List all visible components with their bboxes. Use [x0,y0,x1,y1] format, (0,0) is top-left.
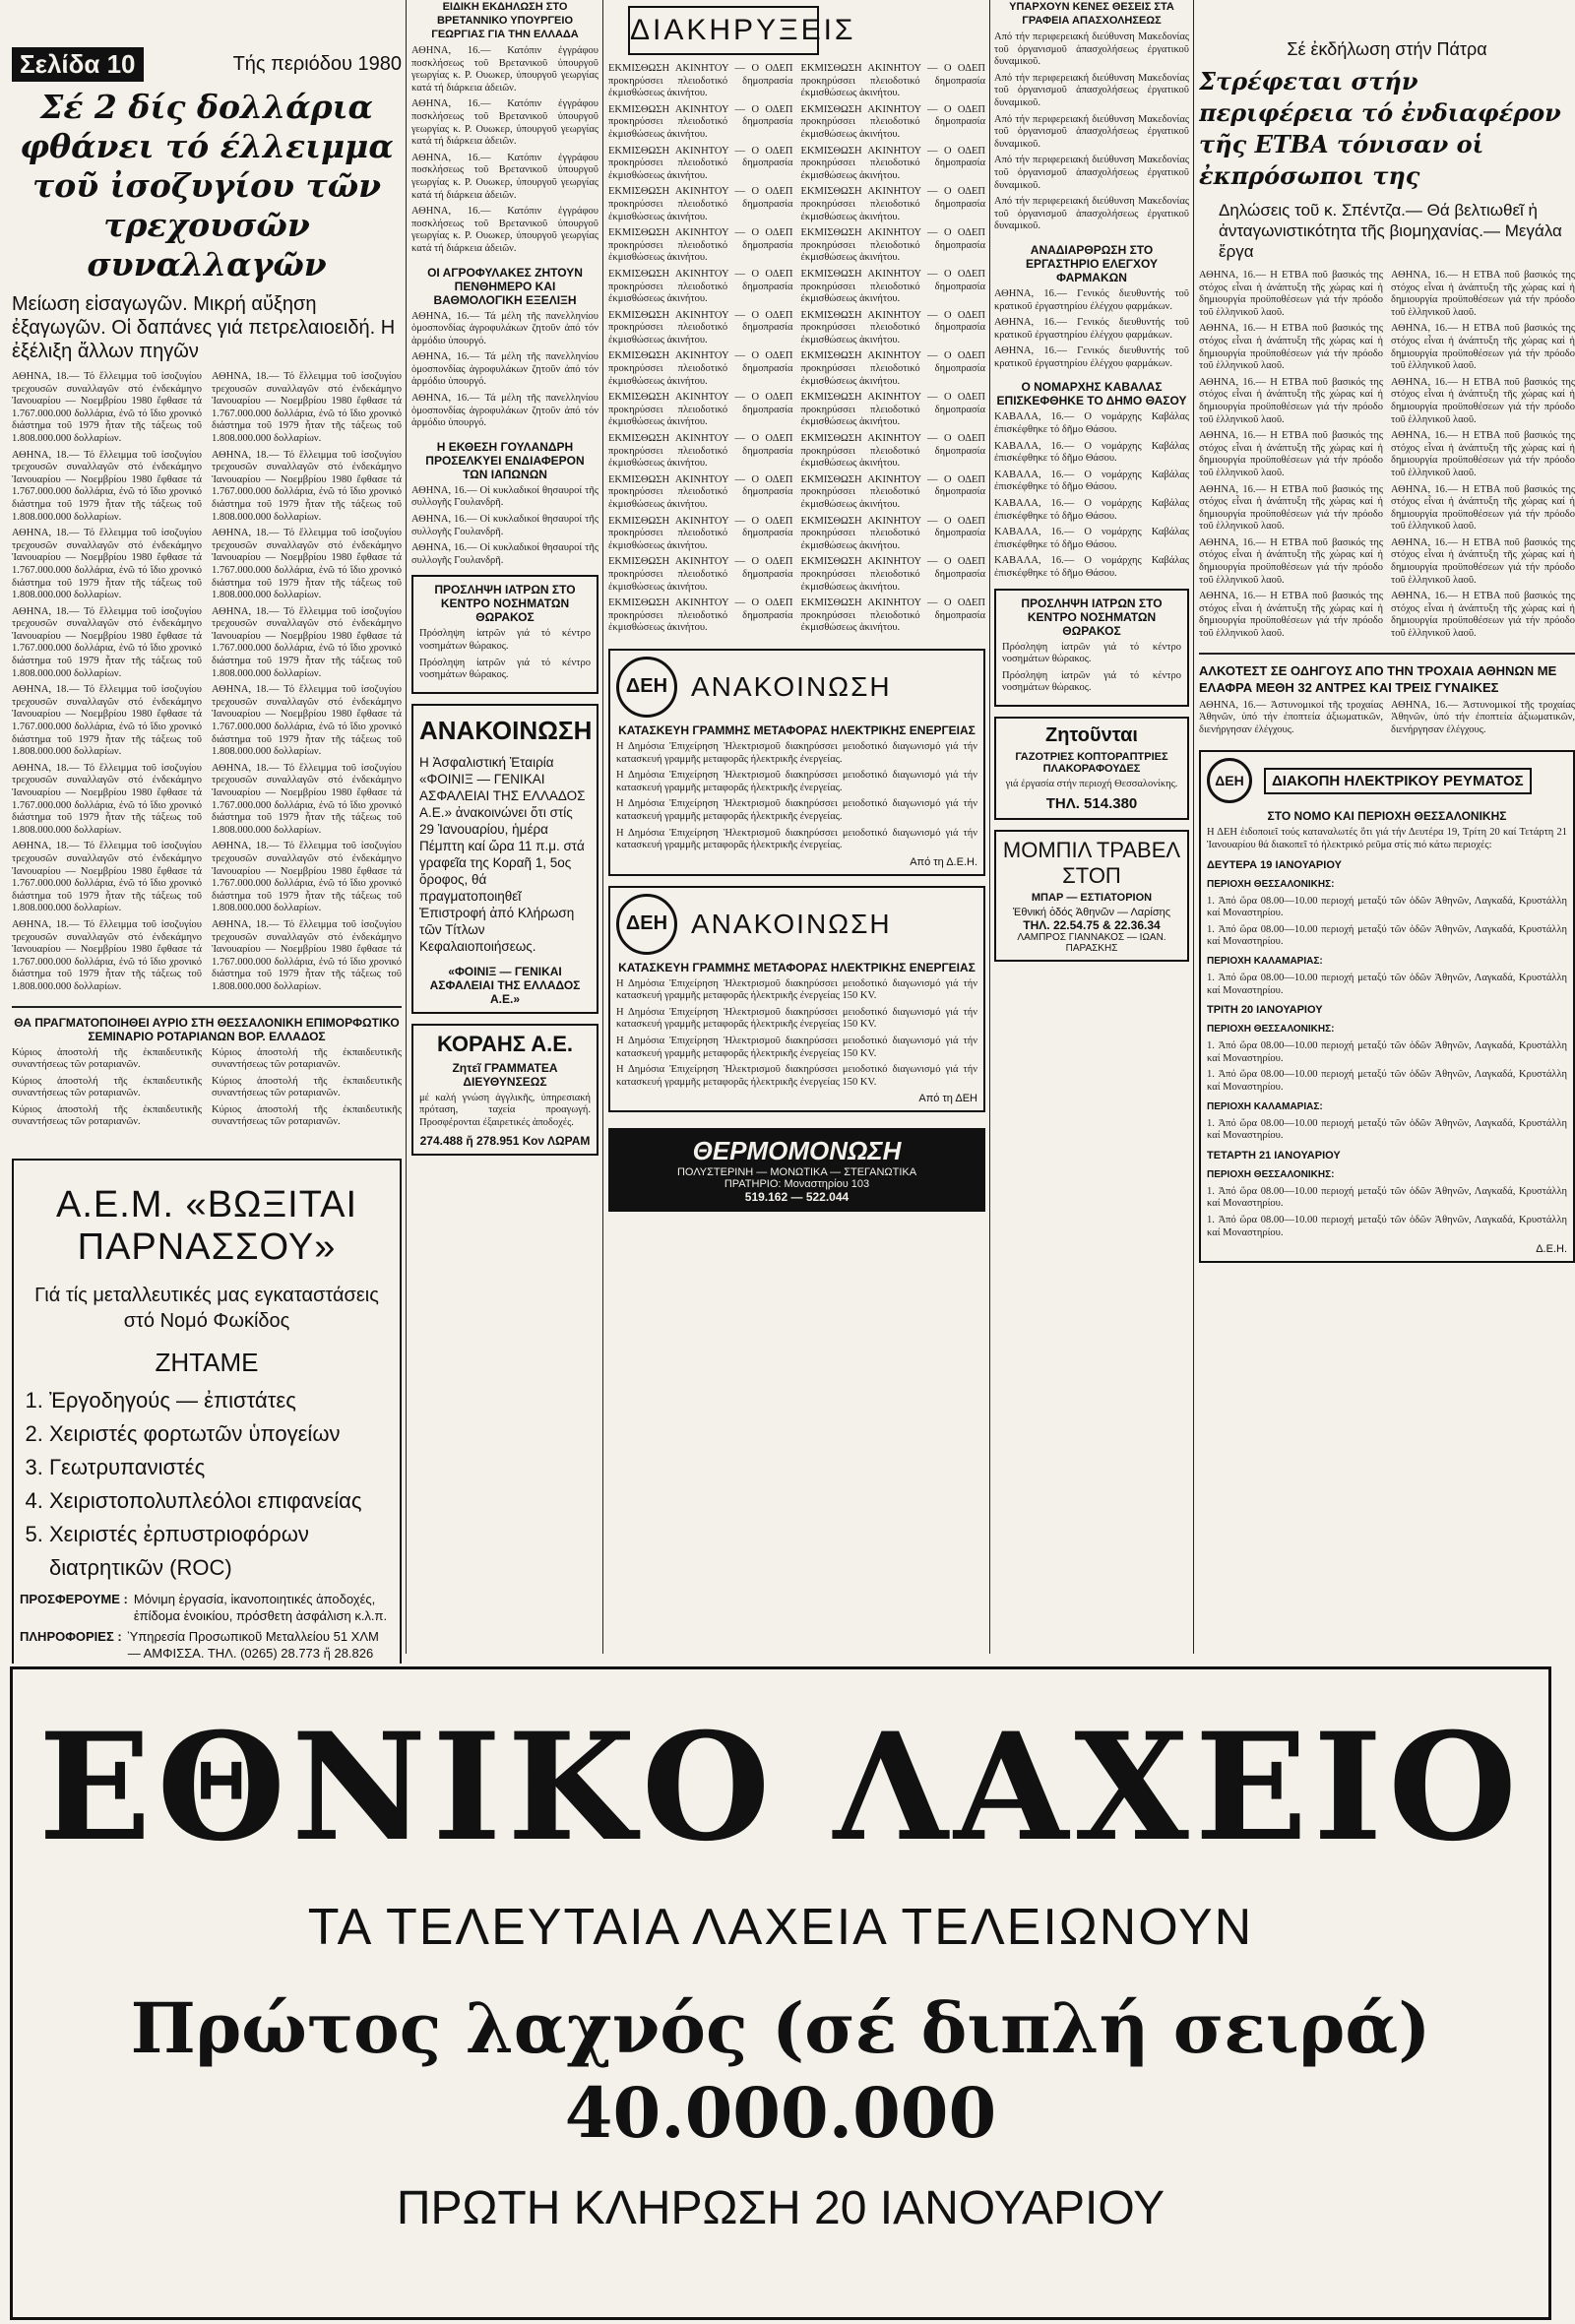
deh2-title: ΑΝΑΚΟΙΝΩΣΗ [691,908,892,939]
koraes-body: μέ καλή γνώση ἀγγλικῆς, ὑπηρεσιακή πρόταση, ταχεία προαγωγή. Προσφέρονται ἐξαιρετικές ἀποδοχές. [419,1092,591,1128]
pharmacies-lead: ΑΘΗΝΑ, 16.— Γενικός διευθυντής τοῦ κρατικοῦ ἐργαστηρίου ἐλέγχου φαρμάκων. [994,287,1189,312]
thermo-phone: 519.162 — 522.044 [744,1190,850,1205]
diakirykseis-lead: ΕΚΜΙΣΘΩΣΗ ΑΚΙΝΗΤΟΥ — Ο ΟΔΕΠ προκηρύσσει πλειοδοτικό δημοπρασία ἐκμισθώσεως ἀκινήτου. [800,145,985,181]
power-cut-line: 1. Ἀπό ὥρα 08.00—10.00 περιοχή μεταξύ τῶν ὁδῶν Ἀθηνῶν, Λαγκαδά, Κρυστάλλη καί Μοναστηρίου. [1207,1117,1567,1142]
aem-job: 2. Χειριστές φορτωτῶν ὑπογείων [49,1417,394,1451]
power-cut-line: 1. Ἀπό ὥρα 08.00—10.00 περιοχή μεταξύ τῶν ὁδῶν Ἀθηνῶν, Λαγκαδά, Κρυστάλλη καί Μοναστηρίου. [1207,1214,1567,1238]
aem-job: 1. Ἐργοδηγούς — ἐπιστάτες [49,1384,394,1417]
aem-info-text: Ὑπηρεσία Προσωπικοῦ Μεταλλείου 51 ΧΛΜ — ΑΜΦΙΣΣΑ. ΤΗΛ. (0265) 28.773 ἤ 28.826 [127,1629,379,1662]
diakirykseis-lead: ΕΚΜΙΣΘΩΣΗ ΑΚΙΝΗΤΟΥ — Ο ΟΔΕΠ προκηρύσσει πλειοδοτικό δημοπρασία ἐκμισθώσεως ἀκινήτου. [800,597,985,634]
divider [12,1006,402,1008]
mobil-title: ΜΟΜΠΙΛ ΤΡΑΒΕΛ ΣΤΟΠ [1002,837,1181,888]
patra-lead: ΑΘΗΝΑ, 16.— Η ΕΤΒΑ ποῦ βασικός της στόχος εἶναι ἡ ἀνάπτυξη τῆς χώρας καί ἡ δημιουργία προϋποθέσεων γιά τήν πρόοδο τοῦ ἑλληνικοῦ λαοῦ. [1199,376,1383,425]
diakirykseis-lead: ΕΚΜΙΣΘΩΣΗ ΑΚΙΝΗΤΟΥ — Ο ΟΔΕΠ προκηρύσσει πλειοδοτικό δημοπρασία ἐκμισθώσεως ἀκινήτου. [608,433,793,470]
accidents-lead: ΑΘΗΝΑ, 16.— Ἀστυνομικοί τῆς τροχαίας Ἀθηνῶν, ὑπό τήν ἐποπτεία ἀξιωματικῶν, διενήργησαν ἐλέγχους. [1199,699,1383,735]
power-cut-intro: Η ΔΕΗ ἐιδοποιεῖ τούς καταναλωτές ὅτι γιά τήν Δευτέρα 19, Τρίτη 20 καί Τετάρτη 21 Ἰανουαρίου θά διακοπεῖ τό ἠλεκτρικό ρεῦμα στίς πιό κάτω περιοχές: [1207,827,1567,850]
aem-info-label: ΠΛΗΡΟΦΟΡΙΕΣ : [20,1629,122,1645]
deh2-sub: ΚΑΤΑΣΚΕΥΗ ΓΡΑΜΜΗΣ ΜΕΤΑΦΟΡΑΣ ΗΛΕΚΤΡΙΚΗΣ ΕΝΕΡΓΕΙΑΣ [618,960,976,974]
diakirykseis-lead: ΕΚΜΙΣΘΩΣΗ ΑΚΙΝΗΤΟΥ — Ο ΟΔΕΠ προκηρύσσει πλειοδοτικό δημοπρασία ἐκμισθώσεως ἀκινήτου. [800,473,985,510]
mobil-sub: ΜΠΑΡ — ΕΣΤΙΑΤΟΡΙΟΝ [1031,891,1153,904]
power-cut-line: 1. Ἀπό ὥρα 08.00—10.00 περιοχή μεταξύ τῶν ὁδῶν Ἀθηνῶν, Λαγκαδά, Κρυστάλλη καί Μοναστηρίου. [1207,972,1567,996]
phoenix-ad [411,704,598,1014]
rotary-lead: Κύριος ἀποστολή τῆς ἐκπαιδευτικῆς συναντήσεως τῶν ροταριανῶν. [12,1103,202,1128]
diakirykseis-lead: ΕΚΜΙΣΘΩΣΗ ΑΚΙΝΗΤΟΥ — Ο ΟΔΕΠ προκηρύσσει πλειοδοτικό δημοπρασία ἐκμισθώσεως ἀκινήτου. [608,227,793,264]
main-lead: ΑΘΗΝΑ, 18.— Τό ἔλλειμμα τοῦ ἰσοζυγίου τρεχουσῶν συναλλαγῶν στό ἐνδεκάμηνο Ἰανουαρίου — Νοεμβρίου 1980 ἔφθασε τά 1.767.000.000 δολλάρια, ἐνῶ τό ἴδιο χρονικό διάστημα τοῦ 1979 ἦταν τῆς τάξεως τοῦ 1.808.000.000 δολλαρίων. [12,528,202,601]
farmers-lead: ΑΘΗΝΑ, 16.— Τά μέλη τῆς πανελληνίου ὁμοσπονδίας ἀγροφυλάκων ζητοῦν ἀπό τόν ἁρμόδιο ὑπουργό. [411,351,598,388]
main-lead: ΑΘΗΝΑ, 18.— Τό ἔλλειμμα τοῦ ἰσοζυγίου τρεχουσῶν συναλλαγῶν στό ἐνδεκάμηνο Ἰανουαρίου — Νοεμβρίου 1980 ἔφθασε τά 1.767.000.000 δολλάρια, ἐνῶ τό ἴδιο χρονικό διάστημα τοῦ 1979 ἦταν τῆς τάξεως τοῦ 1.808.000.000 δολλαρίων. [12,449,202,523]
diakirykseis-lead: ΕΚΜΙΣΘΩΣΗ ΑΚΙΝΗΤΟΥ — Ο ΟΔΕΠ προκηρύσσει πλειοδοτικό δημοπρασία ἐκμισθώσεως ἀκινήτου. [608,473,793,510]
mobil-owners: ΛΑΜΠΡΟΣ ΓΙΑΝΝΑΚΟΣ — ΙΩΑΝ. ΠΑΡΑΣΚΗΣ [1017,931,1166,954]
main-lead: ΑΘΗΝΑ, 18.— Τό ἔλλειμμα τοῦ ἰσοζυγίου τρεχουσῶν συναλλαγῶν στό ἐνδεκάμηνο Ἰανουαρίου — Νοεμβρίου 1980 ἔφθασε τά 1.767.000.000 δολλάρια, ἐνῶ τό ἴδιο χρονικό διάστημα τοῦ 1979 ἦταν τῆς τάξεως τοῦ 1.808.000.000 δολλαρίων. [212,371,402,444]
deh2-body: Η Δημόσια Ἐπιχείρηση Ἠλεκτρισμοῦ διακηρύσσει μειοδοτικό διαγωνισμό γιά τήν κατασκευή γραμμῆς μεταφορᾶς ἠλεκτρικῆς ἐνεργείας 150 ΚV. [616,977,977,1002]
diakirykseis-lead: ΕΚΜΙΣΘΩΣΗ ΑΚΙΝΗΤΟΥ — Ο ΟΔΕΠ προκηρύσσει πλειοδοτικό δημοπρασία ἐκμισθώσεως ἀκινήτου. [800,433,985,470]
patra-lead: ΑΘΗΝΑ, 16.— Η ΕΤΒΑ ποῦ βασικός της στόχος εἶναι ἡ ἀνάπτυξη τῆς χώρας καί ἡ δημιουργία προϋποθέσεων γιά τήν πρόοδο τοῦ ἑλληνικοῦ λαοῦ. [1391,536,1575,586]
japanese-lead: ΑΘΗΝΑ, 16.— Οἱ κυκλαδικοί θησαυροί τῆς συλλογῆς Γουλανδρῆ. [411,514,598,537]
kavala-lead: ΚΑΒΑΛΑ, 16.— Ο νομάρχης Καβάλας ἐπισκέφθηκε τό δῆμο Θάσου. [994,469,1189,493]
deh2-body: Η Δημόσια Ἐπιχείρηση Ἠλεκτρισμοῦ διακηρύσσει μειοδοτικό διαγωνισμό γιά τήν κατασκευή γραμμῆς μεταφορᾶς ἠλεκτρικῆς ἐνεργείας 150 ΚV. [616,1064,977,1088]
main-lead: ΑΘΗΝΑ, 18.— Τό ἔλλειμμα τοῦ ἰσοζυγίου τρεχουσῶν συναλλαγῶν στό ἐνδεκάμηνο Ἰανουαρίου — Νοεμβρίου 1980 ἔφθασε τά 1.767.000.000 δολλάρια, ἐνῶ τό ἴδιο χρονικό διάστημα τοῦ 1979 ἦταν τῆς τάξεως τοῦ 1.808.000.000 δολλαρίων. [212,918,402,992]
aem-job: 5. Χειριστές ἐρπυστριοφόρων διατρητικῶν (ROC) [49,1518,394,1585]
lottery-prize: Πρώτος λαχνός (σέ διπλή σειρά) 40.000.000 [130,1987,1431,2154]
kavala-lead: ΚΑΒΑΛΑ, 16.— Ο νομάρχης Καβάλας ἐπισκέφθηκε τό δῆμο Θάσου. [994,440,1189,465]
main-lead: ΑΘΗΝΑ, 18.— Τό ἔλλειμμα τοῦ ἰσοζυγίου τρεχουσῶν συναλλαγῶν στό ἐνδεκάμηνο Ἰανουαρίου — Νοεμβρίου 1980 ἔφθασε τά 1.767.000.000 δολλάρια, ἐνῶ τό ἴδιο χρονικό διάστημα τοῦ 1979 ἦταν τῆς τάξεως τοῦ 1.808.000.000 δολλαρίων. [212,684,402,758]
koraes-phone: 274.488 ἤ 278.951 Κον ΛΩΡΑΜ [419,1133,591,1148]
power-cut-sub: ΣΤΟ ΝΟΜΟ ΚΑΙ ΠΕΡΙΟΧΗ ΘΕΣΣΑΛΟΝΙΚΗΣ [1267,809,1507,824]
deh-logo-icon: ΔΕΗ [1207,758,1252,803]
mobil-phone: ΤΗΛ. 22.54.75 & 22.36.34 [1023,917,1161,932]
power-cut-day: ΤΡΙΤΗ 20 ΙΑΝΟΥΑΡΙΟΥ [1207,1004,1323,1017]
phoenix-body: Η Ἀσφαλιστική Ἑταιρία «ΦΟΙΝΙΞ — ΓΕΝΙΚΑΙ ΑΣΦΑΛΕΙΑΙ ΤΗΣ ΕΛΛΑΔΟΣ Α.Ε.» ἀνακοινώνει ὅτι στίς 29 Ἰανουαρίου, ἡμέρα Πέμπτη καί ὥρα 11 π.μ. στά γραφεῖα της Κοραῆ 1, 5ος ὄροφος, θά πραγματοποιηθεῖ Ἐπιστροφή ἀπό Κλήρωση τῶν Τίτλων Κεφαλαιοποιήσεως. [419,754,586,954]
divider [1199,653,1575,655]
deh-logo-icon: ΔΕΗ [616,894,677,955]
patra-lead: ΑΘΗΝΑ, 16.— Η ΕΤΒΑ ποῦ βασικός της στόχος εἶναι ἡ ἀνάπτυξη τῆς χώρας καί ἡ δημιουργία προϋποθέσεων γιά τήν πρόοδο τοῦ ἑλληνικοῦ λαοῦ. [1199,270,1383,318]
column-5 [1199,0,1575,1664]
diakirykseis-lead: ΕΚΜΙΣΘΩΣΗ ΑΚΙΝΗΤΟΥ — Ο ΟΔΕΠ προκηρύσσει πλειοδοτικό δημοπρασία ἐκμισθώσεως ἀκινήτου. [608,145,793,181]
column-2 [411,0,598,1664]
patra-lead: ΑΘΗΝΑ, 16.— Η ΕΤΒΑ ποῦ βασικός της στόχος εἶναι ἡ ἀνάπτυξη τῆς χώρας καί ἡ δημιουργία προϋποθέσεων γιά τήν πρόοδο τοῦ ἑλληνικοῦ λαοῦ. [1391,376,1575,425]
rotary-lead: Κύριος ἀποστολή τῆς ἐκπαιδευτικῆς συναντήσεως τῶν ροταριανῶν. [12,1075,202,1099]
diakirykseis-title: ΔΙΑΚΗΡΥΞΕΙΣ [628,6,819,55]
farmers-headline: ΟΙ ΑΓΡΟΦΥΛΑΚΕΣ ΖΗΤΟΥΝ ΠΕΝΘΗΜΕΡΟ ΚΑΙ ΒΑΘΜΟΛΟΓΙΚΗ ΕΞΕΛΙΞΗ [427,265,583,307]
aem-zitame: ΖΗΤΑΜΕ [155,1348,259,1378]
diakirykseis-lead: ΕΚΜΙΣΘΩΣΗ ΑΚΙΝΗΤΟΥ — Ο ΟΔΕΠ προκηρύσσει πλειοδοτικό δημοπρασία ἐκμισθώσεως ἀκινήτου. [800,309,985,345]
deh1-body: Η Δημόσια Ἐπιχείρηση Ἠλεκτρισμοῦ διακηρύσσει μειοδοτικό διαγωνισμό γιά τήν κατασκευή γραμμῆς μεταφορᾶς ἠλεκτρικῆς ἐνεργείας. [616,740,977,765]
page-label: Σελίδα 10 [12,47,144,82]
column-4 [994,0,1189,1664]
patra-kicker: Σέ ἐκδήλωση στήν Πάτρα [1287,39,1487,59]
kavala-lead: ΚΑΒΑΛΑ, 16.— Ο νομάρχης Καβάλας ἐπισκέφθηκε τό δῆμο Θάσου. [994,411,1189,436]
patra-lead: ΑΘΗΝΑ, 16.— Η ΕΤΒΑ ποῦ βασικός της στόχος εἶναι ἡ ἀνάπτυξη τῆς χώρας καί ἡ δημιουργία προϋποθέσεων γιά τήν πρόοδο τοῦ ἑλληνικοῦ λαοῦ. [1199,483,1383,533]
pharmacies-headline: ΑΝΑΔΙΑΡΘΡΩΣΗ ΣΤΟ ΕΡΓΑΣΤΗΡΙΟ ΕΛΕΓΧΟΥ ΦΑΡΜΑΚΩΝ [1025,242,1158,284]
power-cut-region: ΠΕΡΙΟΧΗ ΘΕΣΣΑΛΟΝΙΚΗΣ: [1207,1168,1335,1180]
vacancies-headline: ΥΠΑΡΧΟΥΝ ΚΕΝΕΣ ΘΕΣΕΙΣ ΣΤΑ ΓΡΑΦΕΙΑ ΑΠΑΣΧΟΛΗΣΕΩΣ [1009,1,1174,27]
patra-lead: ΑΘΗΝΑ, 16.— Η ΕΤΒΑ ποῦ βασικός της στόχος εἶναι ἡ ἀνάπτυξη τῆς χώρας καί ἡ δημιουργία προϋποθέσεων γιά τήν πρόοδο τοῦ ἑλληνικοῦ λαοῦ. [1391,323,1575,372]
patra-lead: ΑΘΗΝΑ, 16.— Η ΕΤΒΑ ποῦ βασικός της στόχος εἶναι ἡ ἀνάπτυξη τῆς χώρας καί ἡ δημιουργία προϋποθέσεων γιά τήν πρόοδο τοῦ ἑλληνικοῦ λαοῦ. [1391,270,1575,318]
vacancies-lead: Από τήν περιφερειακή διεύθυνση Μακεδονίας τοῦ ὀργανισμοῦ ἀπασχολήσεως ἐργατικοῦ δυναμικοῦ. [994,155,1189,191]
japanese-headline: Η ΕΚΘΕΣΗ ΓΟΥΛΑΝΔΡΗ ΠΡΟΣΕΛΚΥΕΙ ΕΝΔΙΑΦΕΡΟΝ ΤΩΝ ΙΑΠΩΝΩΝ [425,439,585,481]
vacancies-lead: Από τήν περιφερειακή διεύθυνση Μακεδονίας τοῦ ὀργανισμοῦ ἀπασχολήσεως ἐργατικοῦ δυναμικοῦ. [994,113,1189,150]
main-lead: ΑΘΗΝΑ, 18.— Τό ἔλλειμμα τοῦ ἰσοζυγίου τρεχουσῶν συναλλαγῶν στό ἐνδεκάμηνο Ἰανουαρίου — Νοεμβρίου 1980 ἔφθασε τά 1.767.000.000 δολλάρια, ἐνῶ τό ἴδιο χρονικό διάστημα τοῦ 1979 ἦταν τῆς τάξεως τοῦ 1.808.000.000 δολλαρίων. [212,449,402,523]
page-header [12,47,402,82]
power-cut-day: ΤΕΤΑΡΤΗ 21 ΙΑΝΟΥΑΡΙΟΥ [1207,1149,1341,1162]
patra-deck: Δηλώσεις τοῦ κ. Σπέντζα.— Θά βελτιωθεῖ ἡ ἀνταγωνιστικότητα τῆς βιομηχανίας.— Μεγάλα ἔργα [1219,201,1562,261]
patra-lead: ΑΘΗΝΑ, 16.— Η ΕΤΒΑ ποῦ βασικός της στόχος εἶναι ἡ ἀνάπτυξη τῆς χώρας καί ἡ δημιουργία προϋποθέσεων γιά τήν πρόοδο τοῦ ἑλληνικοῦ λαοῦ. [1391,591,1575,640]
diakirykseis-lead: ΕΚΜΙΣΘΩΣΗ ΑΚΙΝΗΤΟΥ — Ο ΟΔΕΠ προκηρύσσει πλειοδοτικό δημοπρασία ἐκμισθώσεως ἀκινήτου. [800,268,985,305]
thermo-ad [608,1128,985,1212]
column-rule [602,0,603,1654]
patra-lead: ΑΘΗΝΑ, 16.— Η ΕΤΒΑ ποῦ βασικός της στόχος εἶναι ἡ ἀνάπτυξη τῆς χώρας καί ἡ δημιουργία προϋποθέσεων γιά τήν πρόοδο τοῦ ἑλληνικοῦ λαοῦ. [1199,430,1383,478]
aem-title: Α.Ε.Μ. «ΒΩΞΙΤΑΙ ΠΑΡΝΑΣΣΟΥ» [55,1184,357,1269]
power-cut-sign: Δ.Ε.Η. [1536,1243,1567,1256]
lottery-title: ΕΘΝΙΚΟ ΛΑΧΕΙΟ [38,1701,1523,1874]
power-cut-title: ΔΙΑΚΟΠΗ ΗΛΕΚΤΡΙΚΟΥ ΡΕΥΜΑΤΟΣ [1264,768,1532,794]
diakirykseis-lead: ΕΚΜΙΣΘΩΣΗ ΑΚΙΝΗΤΟΥ — Ο ΟΔΕΠ προκηρύσσει πλειοδοτικό δημοπρασία ἐκμισθώσεως ἀκινήτου. [800,63,985,99]
deh-notice-1 [608,649,985,876]
lottery-ad [10,1666,1551,2320]
rotary-lead: Κύριος ἀποστολή τῆς ἐκπαιδευτικῆς συναντήσεως τῶν ροταριανῶν. [212,1046,402,1071]
thermo-title: ΘΕΡΜΟΜΟΝΩΣΗ [692,1136,902,1166]
diakirykseis-lead: ΕΚΜΙΣΘΩΣΗ ΑΚΙΝΗΤΟΥ — Ο ΟΔΕΠ προκηρύσσει πλειοδοτικό δημοπρασία ἐκμισθώσεως ἀκινήτου. [608,186,793,222]
main-lead: ΑΘΗΝΑ, 18.— Τό ἔλλειμμα τοῦ ἰσοζυγίου τρεχουσῶν συναλλαγῶν στό ἐνδεκάμηνο Ἰανουαρίου — Νοεμβρίου 1980 ἔφθασε τά 1.767.000.000 δολλάρια, ἐνῶ τό ἴδιο χρονικό διάστημα τοῦ 1979 ἦταν τῆς τάξεως τοῦ 1.808.000.000 δολλαρίων. [212,762,402,836]
power-cut-notice [1199,750,1575,1263]
diakirykseis-lead: ΕΚΜΙΣΘΩΣΗ ΑΚΙΝΗΤΟΥ — Ο ΟΔΕΠ προκηρύσσει πλειοδοτικό δημοπρασία ἐκμισθώσεως ἀκινήτου. [608,103,793,140]
aem-offer-label: ΠΡΟΣΦΕΡΟΥΜΕ : [20,1592,128,1607]
main-lead: ΑΘΗΝΑ, 18.— Τό ἔλλειμμα τοῦ ἰσοζυγίου τρεχουσῶν συναλλαγῶν στό ἐνδεκάμηνο Ἰανουαρίου — Νοεμβρίου 1980 ἔφθασε τά 1.767.000.000 δολλάρια, ἐνῶ τό ἴδιο χρονικό διάστημα τοῦ 1979 ἦταν τῆς τάξεως τοῦ 1.808.000.000 δολλαρίων. [12,371,202,444]
patra-lead: ΑΘΗΝΑ, 16.— Η ΕΤΒΑ ποῦ βασικός της στόχος εἶναι ἡ ἀνάπτυξη τῆς χώρας καί ἡ δημιουργία προϋποθέσεων γιά τήν πρόοδο τοῦ ἑλληνικοῦ λαοῦ. [1199,591,1383,640]
diakirykseis-lead: ΕΚΜΙΣΘΩΣΗ ΑΚΙΝΗΤΟΥ — Ο ΟΔΕΠ προκηρύσσει πλειοδοτικό δημοπρασία ἐκμισθώσεως ἀκινήτου. [800,227,985,264]
aem-ad [12,1159,402,1664]
deh2-sign: Από τη ΔΕΗ [918,1093,977,1105]
diakirykseis-lead: ΕΚΜΙΣΘΩΣΗ ΑΚΙΝΗΤΟΥ — Ο ΟΔΕΠ προκηρύσσει πλειοδοτικό δημοπρασία ἐκμισθώσεως ἀκινήτου. [800,392,985,428]
koraes-title: ΚΟΡΑΗΣ Α.Ε. [436,1031,574,1056]
ketrogoi-phone: ΤΗΛ. 514.380 [1045,794,1138,812]
column-1 [12,0,402,1664]
doctor-lead: Πρόσληψη ἰατρῶν γιά τό κέντρο νοσημάτων θώρακος. [1002,641,1181,665]
ketrogoi-title: Ζητοῦνται [1044,723,1138,746]
main-lead: ΑΘΗΝΑ, 18.— Τό ἔλλειμμα τοῦ ἰσοζυγίου τρεχουσῶν συναλλαγῶν στό ἐνδεκάμηνο Ἰανουαρίου — Νοεμβρίου 1980 ἔφθασε τά 1.767.000.000 δολλάρια, ἐνῶ τό ἴδιο χρονικό διάστημα τοῦ 1979 ἦταν τῆς τάξεως τοῦ 1.808.000.000 δολλαρίων. [212,605,402,679]
doctor-lead: Πρόσληψη ἰατρῶν γιά τό κέντρο νοσημάτων θώρακος. [419,628,591,652]
deh2-body: Η Δημόσια Ἐπιχείρηση Ἠλεκτρισμοῦ διακηρύσσει μειοδοτικό διαγωνισμό γιά τήν κατασκευή γραμμῆς μεταφορᾶς ἠλεκτρικῆς ἐνεργείας 150 ΚV. [616,1006,977,1031]
column-3 [608,0,985,1664]
bbc-lead: ΑΘΗΝΑ, 16.— Κατόπιν ἐγγράφου ποσκλήσεως τοῦ Βρετανικοῦ ὑπουργοῦ γεωργίας κ. Ρ. Ουωκερ, ὑπουργοῦ γεωργίας κατά τή διάρκεια ἀδειῶν. [411,98,598,148]
column-rule [989,0,990,1654]
power-cut-region: ΠΕΡΙΟΧΗ ΘΕΣΣΑΛΟΝΙΚΗΣ: [1207,878,1335,890]
rotary-lead: Κύριος ἀποστολή τῆς ἐκπαιδευτικῆς συναντήσεως τῶν ροταριανῶν. [12,1046,202,1071]
aem-subtitle: Γιά τίς μεταλλευτικές μας εγκαταστάσεις στό Νομό Φωκίδος [34,1285,379,1333]
thermo-sub: ΠΟΛΥΣΤΕΡΙΝΗ — ΜΟΝΩΤΙΚΑ — ΣΤΕΓΑΝΩΤΙΚΑ [676,1166,917,1179]
diakirykseis-lead: ΕΚΜΙΣΘΩΣΗ ΑΚΙΝΗΤΟΥ — Ο ΟΔΕΠ προκηρύσσει πλειοδοτικό δημοπρασία ἐκμισθώσεως ἀκινήτου. [608,350,793,387]
column-rule [406,0,407,1654]
patra-lead: ΑΘΗΝΑ, 16.— Η ΕΤΒΑ ποῦ βασικός της στόχος εἶναι ἡ ἀνάπτυξη τῆς χώρας καί ἡ δημιουργία προϋποθέσεων γιά τήν πρόοδο τοῦ ἑλληνικοῦ λαοῦ. [1391,483,1575,533]
doctor-headline: ΠΡΟΣΛΗΨΗ ΙΑΤΡΩΝ ΣΤΟ ΚΕΝΤΡΟ ΝΟΣΗΜΑΤΩΝ ΘΩΡΑΚΟΣ [1021,596,1163,638]
aem-job-list [20,1384,394,1585]
power-cut-line: 1. Ἀπό ὥρα 08.00—10.00 περιοχή μεταξύ τῶν ὁδῶν Ἀθηνῶν, Λαγκαδά, Κρυστάλλη καί Μοναστηρίου. [1207,895,1567,919]
diakirykseis-lead: ΕΚΜΙΣΘΩΣΗ ΑΚΙΝΗΤΟΥ — Ο ΟΔΕΠ προκηρύσσει πλειοδοτικό δημοπρασία ἐκμισθώσεως ἀκινήτου. [800,103,985,140]
power-cut-day: ΔΕΥΤΕΡΑ 19 ΙΑΝΟΥΑΡΙΟΥ [1207,858,1342,871]
patra-headline: Στρέφεται στήν περιφέρεια τό ἐνδιαφέρον τῆς ΕΤΒΑ τόνισαν οἱ ἐκπρόσωποι της [1199,67,1561,190]
bbc-lead: ΑΘΗΝΑ, 16.— Κατόπιν ἐγγράφου ποσκλήσεως τοῦ Βρετανικοῦ ὑπουργοῦ γεωργίας κ. Ρ. Ουωκερ, ὑπουργοῦ γεωργίας κατά τή διάρκεια ἀδειῶν. [411,45,598,94]
aem-job: 4. Χειριστοπολυπλεόλοι επιφανείας [49,1484,394,1518]
deh-logo-icon: ΔΕΗ [616,657,677,718]
aem-offer-text: Μόνιμη ἐργασία, ἱκανοποιητικές ἀποδοχές, ἐπίδομα ἐνοικίου, πρόσθετη ἀσφάλιση κ.λ.π. [133,1592,388,1624]
thermo-body: ΠΡΑΤΗΡΙΟ: Μοναστηρίου 103 [724,1178,870,1191]
kavala-lead: ΚΑΒΑΛΑ, 16.— Ο νομάρχης Καβάλας ἐπισκέφθηκε τό δῆμο Θάσου. [994,527,1189,550]
koraes-sub: Ζητεῖ ΓΡΑΜΜΑΤΕΑ ΔΙΕΥΘΥΝΣΕΩΣ [452,1060,558,1089]
pharmacies-lead: ΑΘΗΝΑ, 16.— Γενικός διευθυντής τοῦ κρατικοῦ ἐργαστηρίου ἐλέγχου φαρμάκων. [994,317,1189,341]
diakirykseis-lead: ΕΚΜΙΣΘΩΣΗ ΑΚΙΝΗΤΟΥ — Ο ΟΔΕΠ προκηρύσσει πλειοδοτικό δημοπρασία ἐκμισθώσεως ἀκινήτου. [608,268,793,305]
doctor-lead: Πρόσληψη ἰατρῶν γιά τό κέντρο νοσημάτων θώρακος. [419,657,591,681]
vacancies-lead: Από τήν περιφερειακή διεύθυνση Μακεδονίας τοῦ ὀργανισμοῦ ἀπασχολήσεως ἐργατικοῦ δυναμικοῦ. [994,72,1189,108]
ketrogoi-body: γιά ἐργασία στήν περιοχή Θεσσαλονίκης. [1005,778,1178,789]
main-kicker: Τής περιόδου 1980 [232,53,402,75]
kavala-headline: Ο ΝΟΜΑΡΧΗΣ ΚΑΒΑΛΑΣ ΕΠΙΣΚΕΦΘΗΚΕ ΤΟ ΔΗΜΟ ΘΑΣΟΥ [996,380,1187,408]
diakirykseis-lead: ΕΚΜΙΣΘΩΣΗ ΑΚΙΝΗΤΟΥ — Ο ΟΔΕΠ προκηρύσσει πλειοδοτικό δημοπρασία ἐκμισθώσεως ἀκινήτου. [800,350,985,387]
phoenix-sign: «ΦΟΙΝΙΞ — ΓΕΝΙΚΑΙ ΑΣΦΑΛΕΙΑΙ ΤΗΣ ΕΛΛΑΔΟΣ Α.Ε.» [429,964,581,1006]
power-cut-line: 1. Ἀπό ὥρα 08.00—10.00 περιοχή μεταξύ τῶν ὁδῶν Ἀθηνῶν, Λαγκαδά, Κρυστάλλη καί Μοναστηρίου. [1207,1040,1567,1064]
doctor-notice-2 [994,589,1189,707]
rotary-headline: ΘΑ ΠΡΑΓΜΑΤΟΠΟΙΗΘΕΙ ΑΥΡΙΟ ΣΤΗ ΘΕΣΣΑΛΟΝΙΚΗ ΕΠΙΜΟΡΦΩΤΙΚΟ ΣΕΜΙΝΑΡΙΟ ΡΟΤΑΡΙΑΝΩΝ ΒΟΡ. ΕΛΛΑΔΟΣ [14,1015,400,1043]
bbc-lead: ΑΘΗΝΑ, 16.— Κατόπιν ἐγγράφου ποσκλήσεως τοῦ Βρετανικοῦ ὑπουργοῦ γεωργίας κ. Ρ. Ουωκερ, ὑπουργοῦ γεωργίας κατά τή διάρκεια ἀδειῶν. [411,152,598,201]
lottery-sub: ΤΑ ΤΕΛΕΥΤΑΙΑ ΛΑΧΕΙΑ ΤΕΛΕΙΩΝΟΥΝ [307,1899,1254,1956]
doctor-notice [411,575,598,693]
power-cut-line: 1. Ἀπό ὥρα 08.00—10.00 περιοχή μεταξύ τῶν ὁδῶν Ἀθηνῶν, Λαγκαδά, Κρυστάλλη καί Μοναστηρίου. [1207,1185,1567,1210]
power-cut-region: ΠΕΡΙΟΧΗ ΘΕΣΣΑΛΟΝΙΚΗΣ: [1207,1024,1335,1036]
diakirykseis-lead: ΕΚΜΙΣΘΩΣΗ ΑΚΙΝΗΤΟΥ — Ο ΟΔΕΠ προκηρύσσει πλειοδοτικό δημοπρασία ἐκμισθώσεως ἀκινήτου. [608,309,793,345]
pharmacies-lead: ΑΘΗΝΑ, 16.— Γενικός διευθυντής τοῦ κρατικοῦ ἐργαστηρίου ἐλέγχου φαρμάκων. [994,345,1189,369]
koraes-ad [411,1024,598,1156]
kavala-lead: ΚΑΒΑΛΑ, 16.— Ο νομάρχης Καβάλας ἐπισκέφθηκε τό δῆμο Θάσου. [994,555,1189,579]
diakirykseis-lead: ΕΚΜΙΣΘΩΣΗ ΑΚΙΝΗΤΟΥ — Ο ΟΔΕΠ προκηρύσσει πλειοδοτικό δημοπρασία ἐκμισθώσεως ἀκινήτου. [608,597,793,634]
power-cut-line: 1. Ἀπό ὥρα 08.00—10.00 περιοχή μεταξύ τῶν ὁδῶν Ἀθηνῶν, Λαγκαδά, Κρυστάλλη καί Μοναστηρίου. [1207,923,1567,948]
doctor-lead: Πρόσληψη ἰατρῶν γιά τό κέντρο νοσημάτων θώρακος. [1002,669,1181,694]
japanese-lead: ΑΘΗΝΑ, 16.— Οἱ κυκλαδικοί θησαυροί τῆς συλλογῆς Γουλανδρῆ. [411,484,598,509]
deh1-body: Η Δημόσια Ἐπιχείρηση Ἠλεκτρισμοῦ διακηρύσσει μειοδοτικό διαγωνισμό γιά τήν κατασκευή γραμμῆς μεταφορᾶς ἠλεκτρικῆς ἐνεργείας. [616,798,977,822]
diakirykseis-lead: ΕΚΜΙΣΘΩΣΗ ΑΚΙΝΗΤΟΥ — Ο ΟΔΕΠ προκηρύσσει πλειοδοτικό δημοπρασία ἐκμισθώσεως ἀκινήτου. [800,515,985,551]
main-headline: Σέ 2 δίς δολλάρια φθάνει τό έλλειμμα τοῦ ἰσοζυγίου τῶν τρεχουσῶν συναλλαγῶν [20,88,394,283]
mobil-body: Ἐθνική ὁδός Ἀθηνῶν — Λαρίσης [1012,906,1171,918]
aem-job: 3. Γεωτρυπανιστές [49,1451,394,1484]
diakirykseis-lead: ΕΚΜΙΣΘΩΣΗ ΑΚΙΝΗΤΟΥ — Ο ΟΔΕΠ προκηρύσσει πλειοδοτικό δημοπρασία ἐκμισθώσεως ἀκινήτου. [608,556,793,593]
diakirykseis-lead: ΕΚΜΙΣΘΩΣΗ ΑΚΙΝΗΤΟΥ — Ο ΟΔΕΠ προκηρύσσει πλειοδοτικό δημοπρασία ἐκμισθώσεως ἀκινήτου. [800,186,985,222]
vacancies-lead: Από τήν περιφερειακή διεύθυνση Μακεδονίας τοῦ ὀργανισμοῦ ἀπασχολήσεως ἐργατικοῦ δυναμικοῦ. [994,31,1189,68]
patra-lead: ΑΘΗΝΑ, 16.— Η ΕΤΒΑ ποῦ βασικός της στόχος εἶναι ἡ ἀνάπτυξη τῆς χώρας καί ἡ δημιουργία προϋποθέσεων γιά τήν πρόοδο τοῦ ἑλληνικοῦ λαοῦ. [1199,323,1383,372]
farmers-lead: ΑΘΗΝΑ, 16.— Τά μέλη τῆς πανελληνίου ὁμοσπονδίας ἀγροφυλάκων ζητοῦν ἀπό τόν ἁρμόδιο ὑπουργό. [411,393,598,429]
deh1-body: Η Δημόσια Ἐπιχείρηση Ἠλεκτρισμοῦ διακηρύσσει μειοδοτικό διαγωνισμό γιά τήν κατασκευή γραμμῆς μεταφορᾶς ἠλεκτρικῆς ἐνεργείας. [616,770,977,793]
rotary-lead: Κύριος ἀποστολή τῆς ἐκπαιδευτικῆς συναντήσεως τῶν ροταριανῶν. [212,1075,402,1099]
main-lead: ΑΘΗΝΑ, 18.— Τό ἔλλειμμα τοῦ ἰσοζυγίου τρεχουσῶν συναλλαγῶν στό ἐνδεκάμηνο Ἰανουαρίου — Νοεμβρίου 1980 ἔφθασε τά 1.767.000.000 δολλάρια, ἐνῶ τό ἴδιο χρονικό διάστημα τοῦ 1979 ἦταν τῆς τάξεως τοῦ 1.808.000.000 δολλαρίων. [12,918,202,992]
japanese-lead: ΑΘΗΝΑ, 16.— Οἱ κυκλαδικοί θησαυροί τῆς συλλογῆς Γουλανδρῆ. [411,542,598,566]
column-rule [1193,0,1194,1654]
accidents-headline: ΑΛΚΟΤΕΣΤ ΣΕ ΟΔΗΓΟΥΣ ΑΠΟ ΤΗΝ ΤΡΟΧΑΙΑ ΑΘΗΝΩΝ ΜΕ ΕΛΑΦΡΑ ΜΕΘΗ 32 ΑΝΤΡΕΣ ΚΑΙ ΤΡΕΙΣ ΓΥΝΑΙΚΕΣ [1199,662,1557,695]
deh1-sign: Από τη Δ.Ε.Η. [910,855,977,868]
deh1-sub: ΚΑΤΑΣΚΕΥΗ ΓΡΑΜΜΗΣ ΜΕΤΑΦΟΡΑΣ ΗΛΕΚΤΡΙΚΗΣ ΕΝΕΡΓΕΙΑΣ [618,722,976,737]
diakirykseis-lead: ΕΚΜΙΣΘΩΣΗ ΑΚΙΝΗΤΟΥ — Ο ΟΔΕΠ προκηρύσσει πλειοδοτικό δημοπρασία ἐκμισθώσεως ἀκινήτου. [608,392,793,428]
phoenix-title: ΑΝΑΚΟΙΝΩΣΗ [419,715,593,745]
diakirykseis-lead: ΕΚΜΙΣΘΩΣΗ ΑΚΙΝΗΤΟΥ — Ο ΟΔΕΠ προκηρύσσει πλειοδοτικό δημοπρασία ἐκμισθώσεως ἀκινήτου. [608,515,793,551]
main-lead: ΑΘΗΝΑ, 18.— Τό ἔλλειμμα τοῦ ἰσοζυγίου τρεχουσῶν συναλλαγῶν στό ἐνδεκάμηνο Ἰανουαρίου — Νοεμβρίου 1980 ἔφθασε τά 1.767.000.000 δολλάρια, ἐνῶ τό ἴδιο χρονικό διάστημα τοῦ 1979 ἦταν τῆς τάξεως τοῦ 1.808.000.000 δολλαρίων. [212,841,402,914]
doctor-headline: ΠΡΟΣΛΗΨΗ ΙΑΤΡΩΝ ΣΤΟ ΚΕΝΤΡΟ ΝΟΣΗΜΑΤΩΝ ΘΩΡΑΚΟΣ [434,583,576,625]
main-lead: ΑΘΗΝΑ, 18.— Τό ἔλλειμμα τοῦ ἰσοζυγίου τρεχουσῶν συναλλαγῶν στό ἐνδεκάμηνο Ἰανουαρίου — Νοεμβρίου 1980 ἔφθασε τά 1.767.000.000 δολλάρια, ἐνῶ τό ἴδιο χρονικό διάστημα τοῦ 1979 ἦταν τῆς τάξεως τοῦ 1.808.000.000 δολλαρίων. [12,762,202,836]
main-lead: ΑΘΗΝΑ, 18.— Τό ἔλλειμμα τοῦ ἰσοζυγίου τρεχουσῶν συναλλαγῶν στό ἐνδεκάμηνο Ἰανουαρίου — Νοεμβρίου 1980 ἔφθασε τά 1.767.000.000 δολλάρια, ἐνῶ τό ἴδιο χρονικό διάστημα τοῦ 1979 ἦταν τῆς τάξεως τοῦ 1.808.000.000 δολλαρίων. [212,528,402,601]
bbc-lead: ΑΘΗΝΑ, 16.— Κατόπιν ἐγγράφου ποσκλήσεως τοῦ Βρετανικοῦ ὑπουργοῦ γεωργίας κ. Ρ. Ουωκερ, ὑπουργοῦ γεωργίας κατά τή διάρκεια ἀδειῶν. [411,206,598,254]
power-cut-region: ΠΕΡΙΟΧΗ ΚΑΛΑΜΑΡΙΑΣ: [1207,955,1323,967]
ketrogoi-ad [994,717,1189,820]
power-cut-region: ΠΕΡΙΟΧΗ ΚΑΛΑΜΑΡΙΑΣ: [1207,1100,1323,1112]
accidents-lead: ΑΘΗΝΑ, 16.— Ἀστυνομικοί τῆς τροχαίας Ἀθηνῶν, ὑπό τήν ἐποπτεία ἀξιωματικῶν, διενήργησαν ἐλέγχους. [1391,699,1575,735]
patra-lead: ΑΘΗΝΑ, 16.— Η ΕΤΒΑ ποῦ βασικός της στόχος εἶναι ἡ ἀνάπτυξη τῆς χώρας καί ἡ δημιουργία προϋποθέσεων γιά τήν πρόοδο τοῦ ἑλληνικοῦ λαοῦ. [1391,430,1575,478]
mobil-ad [994,830,1189,962]
deh-notice-2 [608,886,985,1113]
main-lead: ΑΘΗΝΑ, 18.— Τό ἔλλειμμα τοῦ ἰσοζυγίου τρεχουσῶν συναλλαγῶν στό ἐνδεκάμηνο Ἰανουαρίου — Νοεμβρίου 1980 ἔφθασε τά 1.767.000.000 δολλάρια, ἐνῶ τό ἴδιο χρονικό διάστημα τοῦ 1979 ἦταν τῆς τάξεως τοῦ 1.808.000.000 δολλαρίων. [12,684,202,758]
deh2-body: Η Δημόσια Ἐπιχείρηση Ἠλεκτρισμοῦ διακηρύσσει μειοδοτικό διαγωνισμό γιά τήν κατασκευή γραμμῆς μεταφορᾶς ἠλεκτρικῆς ἐνεργείας 150 ΚV. [616,1036,977,1059]
patra-lead: ΑΘΗΝΑ, 16.— Η ΕΤΒΑ ποῦ βασικός της στόχος εἶναι ἡ ἀνάπτυξη τῆς χώρας καί ἡ δημιουργία προϋποθέσεων γιά τήν πρόοδο τοῦ ἑλληνικοῦ λαοῦ. [1199,536,1383,586]
deh1-body: Η Δημόσια Ἐπιχείρηση Ἠλεκτρισμοῦ διακηρύσσει μειοδοτικό διαγωνισμό γιά τήν κατασκευή γραμμῆς μεταφορᾶς ἠλεκτρικῆς ἐνεργείας. [616,827,977,851]
farmers-lead: ΑΘΗΝΑ, 16.— Τά μέλη τῆς πανελληνίου ὁμοσπονδίας ἀγροφυλάκων ζητοῦν ἀπό τόν ἁρμόδιο ὑπουργό. [411,310,598,346]
lottery-draw: ΠΡΩΤΗ ΚΛΗΡΩΣΗ 20 ΙΑΝΟΥΑΡΙΟΥ [396,2182,1166,2234]
ketrogoi-sub: ΓΑΖΟΤΡΙΕΣ ΚΟΠΤΟΡΑΠΤΡΙΕΣ ΠΛΑΚΟΡΑΦΟΥΔΕΣ [1015,750,1168,775]
main-lead: ΑΘΗΝΑ, 18.— Τό ἔλλειμμα τοῦ ἰσοζυγίου τρεχουσῶν συναλλαγῶν στό ἐνδεκάμηνο Ἰανουαρίου — Νοεμβρίου 1980 ἔφθασε τά 1.767.000.000 δολλάρια, ἐνῶ τό ἴδιο χρονικό διάστημα τοῦ 1979 ἦταν τῆς τάξεως τοῦ 1.808.000.000 δολλαρίων. [12,841,202,914]
deh1-title: ΑΝΑΚΟΙΝΩΣΗ [691,670,892,702]
rotary-lead: Κύριος ἀποστολή τῆς ἐκπαιδευτικῆς συναντήσεως τῶν ροταριανῶν. [212,1103,402,1128]
main-lead: ΑΘΗΝΑ, 18.— Τό ἔλλειμμα τοῦ ἰσοζυγίου τρεχουσῶν συναλλαγῶν στό ἐνδεκάμηνο Ἰανουαρίου — Νοεμβρίου 1980 ἔφθασε τά 1.767.000.000 δολλάρια, ἐνῶ τό ἴδιο χρονικό διάστημα τοῦ 1979 ἦταν τῆς τάξεως τοῦ 1.808.000.000 δολλαρίων. [12,605,202,679]
diakirykseis-lead: ΕΚΜΙΣΘΩΣΗ ΑΚΙΝΗΤΟΥ — Ο ΟΔΕΠ προκηρύσσει πλειοδοτικό δημοπρασία ἐκμισθώσεως ἀκινήτου. [608,63,793,99]
main-deck: Μείωση εἰσαγωγῶν. Μικρή αὔξηση ἐξαγωγῶν. Οἱ δαπάνες γιά πετρελαιοειδή. Η ἐξέλιξη ἄλλων πηγῶν [12,293,396,362]
power-cut-line: 1. Ἀπό ὥρα 08.00—10.00 περιοχή μεταξύ τῶν ὁδῶν Ἀθηνῶν, Λαγκαδά, Κρυστάλλη καί Μοναστηρίου. [1207,1069,1567,1093]
diakirykseis-lead: ΕΚΜΙΣΘΩΣΗ ΑΚΙΝΗΤΟΥ — Ο ΟΔΕΠ προκηρύσσει πλειοδοτικό δημοπρασία ἐκμισθώσεως ἀκινήτου. [800,556,985,593]
bbc-headline: ΕΙΔΙΚΗ ΕΚΔΗΛΩΣΗ ΣΤΟ ΒΡΕΤΑΝΝΙΚΟ ΥΠΟΥΡΓΕΙΟ ΓΕΩΡΓΙΑΣ ΓΙΑ ΤΗΝ ΕΛΛΑΔΑ [431,1,579,40]
vacancies-lead: Από τήν περιφερειακή διεύθυνση Μακεδονίας τοῦ ὀργανισμοῦ ἀπασχολήσεως ἐργατικοῦ δυναμικοῦ. [994,196,1189,232]
kavala-lead: ΚΑΒΑΛΑ, 16.— Ο νομάρχης Καβάλας ἐπισκέφθηκε τό δῆμο Θάσου. [994,498,1189,522]
